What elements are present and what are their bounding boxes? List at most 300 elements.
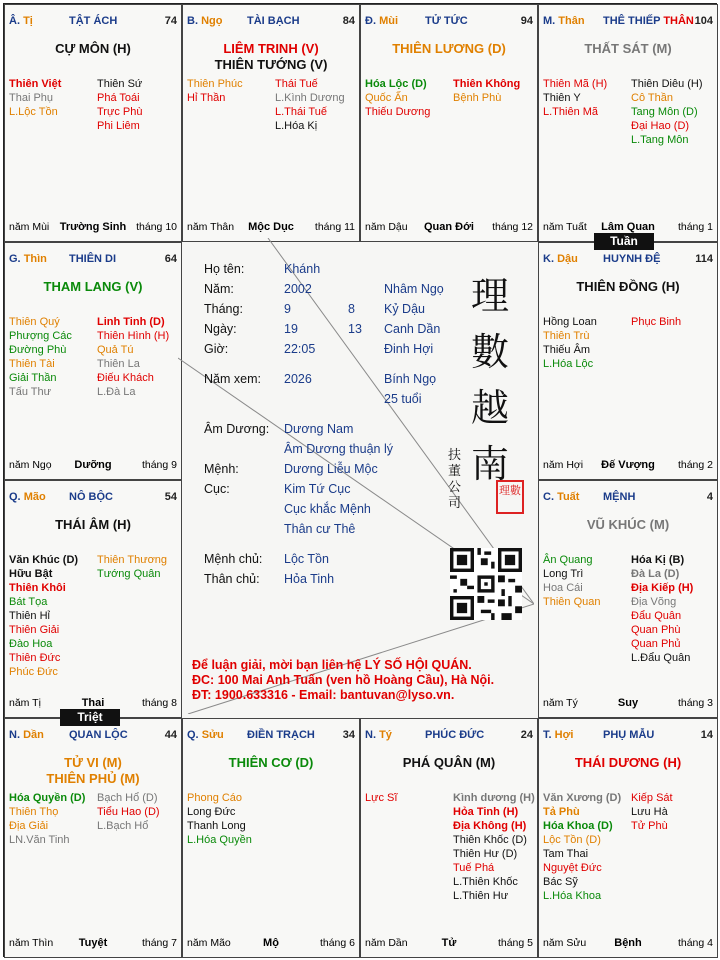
palace-name: NÔ BỘC [69, 491, 113, 503]
menh-label: Mệnh: [204, 462, 239, 476]
minor-star: Tiểu Hao (D) [97, 806, 160, 818]
minor-stars-right [97, 77, 142, 133]
palace-name: ĐIỀN TRẠCH [247, 729, 315, 741]
palace-footer [365, 221, 533, 235]
calligraphy-title [468, 268, 512, 492]
palace-number: 94 [520, 15, 533, 27]
minor-stars-left [9, 77, 61, 119]
minor-star: Long Đức [187, 806, 236, 818]
palace-footer [543, 697, 713, 711]
minor-star: Địa Võng [631, 596, 677, 608]
minor-star: Bệnh Phù [453, 92, 502, 104]
footer-month: tháng 6 [319, 937, 355, 949]
amduong-note: Âm Dương thuận lý [284, 442, 393, 456]
minor-star: Thiên Hỉ [9, 610, 50, 622]
triet-marker: Triệt [60, 709, 120, 726]
minor-stars-left [187, 791, 252, 847]
minor-star: Trực Phù [97, 106, 143, 118]
minor-star: Quả Tú [97, 344, 134, 356]
minor-stars-left [9, 791, 85, 847]
minor-star: Bạch Hổ (D) [97, 792, 158, 804]
minor-star: Hóa Khoa (D) [543, 820, 613, 832]
footer-month: tháng 5 [497, 937, 533, 949]
palace-name: MỆNH [603, 491, 636, 503]
minor-star: L.Kình Dương [275, 92, 345, 104]
main-star: THẤT SÁT (M) [584, 41, 672, 56]
palace-name: HUYNH ĐỆ [603, 253, 661, 265]
main-star: THIÊN LƯƠNG (D) [392, 41, 506, 56]
footer-month: tháng 4 [677, 937, 713, 949]
minor-star: Thiên Y [543, 92, 581, 104]
palace-header [543, 491, 713, 505]
minor-star: Đường Phù [9, 344, 67, 356]
year-value: 2002 [284, 282, 312, 296]
palace-number: 4 [706, 491, 713, 503]
hour-value: 22:05 [284, 342, 316, 356]
minor-star: Cô Thần [631, 92, 673, 104]
minor-star: Quốc Ấn [365, 92, 408, 104]
main-stars [5, 755, 181, 787]
minor-star: Lộc Tồn (D) [543, 834, 601, 846]
main-star: CỰ MÔN (H) [55, 41, 131, 56]
minor-stars-right [97, 791, 160, 833]
minor-star: Địa Giải [9, 820, 49, 832]
footer-phase: Bệnh [614, 937, 642, 949]
month-lunar: 8 [348, 302, 355, 316]
minor-star: L.Thiên Hư [453, 890, 509, 902]
footer-phase: Tử [441, 937, 457, 949]
palace-header [187, 729, 355, 743]
palace-cell-suu [182, 718, 360, 958]
minor-stars-left [187, 77, 243, 105]
footer-year: năm Sửu [543, 937, 587, 949]
footer-year: năm Tuất [543, 221, 587, 233]
minor-star: Thiên Sứ [97, 78, 143, 90]
minor-star: Văn Khúc (D) [9, 554, 79, 566]
palace-name: PHÚC ĐỨC [425, 729, 485, 741]
footer-year: năm Dậu [365, 221, 408, 233]
main-star: TỬ VI (M) [64, 755, 122, 770]
cuc-note: Cục khắc Mệnh [284, 502, 371, 516]
minor-star: Tam Thai [543, 848, 589, 860]
minor-stars-left [365, 77, 430, 119]
calligraphy-char: 數 [470, 330, 509, 374]
branch-label: Đ. Mùi [365, 15, 399, 27]
day-label: Ngày: [204, 322, 237, 336]
minor-star: L.Lộc Tồn [9, 106, 58, 118]
minor-stars-right [453, 791, 535, 903]
footer-phase: Quan Đới [424, 221, 474, 233]
year-label: Năm: [204, 282, 234, 296]
footer-year: năm Thân [187, 221, 235, 233]
minor-star: Đào Hoa [9, 638, 53, 650]
calligraphy-char: 南 [470, 442, 509, 486]
minor-stars-right [97, 315, 169, 399]
minor-star: Thiên Đức [9, 652, 61, 664]
main-star: LIÊM TRINH (V) [223, 41, 319, 56]
thanchu-value: Hỏa Tinh [284, 572, 335, 586]
minor-star: Thiên Quý [9, 316, 60, 328]
palace-name: QUAN LỘC [69, 729, 128, 741]
palace-footer [9, 937, 177, 951]
palace-name: TẬT ÁCH [69, 15, 118, 27]
minor-star: Kình dương (H) [453, 792, 535, 804]
main-stars [183, 41, 359, 73]
minor-star: Ân Quang [543, 554, 593, 566]
palace-number: 74 [164, 15, 177, 27]
view-year-can: Bính Ngọ [384, 372, 437, 386]
minor-star: Linh Tinh (D) [97, 316, 165, 328]
menhchu-value: Lộc Tồn [284, 552, 329, 566]
palace-cell-dau [538, 242, 718, 480]
palace-name: TÀI BẠCH [247, 15, 300, 27]
footer-phase: Lâm Quan [601, 221, 655, 233]
minor-star: Tuế Phá [453, 862, 495, 874]
main-stars [539, 517, 717, 533]
minor-star: Thiên Thương [97, 554, 168, 566]
palace-cell-hoi [538, 718, 718, 958]
minor-star: Thiếu Âm [543, 344, 591, 356]
minor-star: L.Thiên Khốc [453, 876, 518, 888]
minor-stars-left [543, 791, 621, 903]
palace-cell-mui [360, 4, 538, 242]
age-value: 25 tuổi [384, 392, 422, 406]
minor-star: Thiên Diêu (H) [631, 78, 703, 90]
minor-star: Phá Toái [97, 92, 140, 104]
minor-star: Thiên Khôi [9, 582, 66, 594]
main-stars [361, 755, 537, 771]
footer-phase: Suy [617, 697, 639, 709]
footer-phase: Thai [81, 697, 105, 709]
minor-star: Nguyệt Đức [543, 862, 602, 874]
footer-month: tháng 7 [141, 937, 177, 949]
main-stars [361, 41, 537, 57]
amduong-label: Âm Dương: [204, 422, 270, 436]
minor-star: Hóa Lộc (D) [365, 78, 427, 90]
footer-phase: Đế Vượng [601, 459, 655, 471]
than-cu-note: Thân cư Thê [284, 522, 356, 536]
palace-header [9, 491, 177, 505]
minor-star: Thiên La [97, 358, 140, 370]
palace-header [9, 15, 177, 29]
minor-stars-right [453, 77, 520, 105]
minor-star: Đại Hao (D) [631, 120, 690, 132]
branch-label: N. Tý [365, 729, 392, 741]
minor-star: Kiếp Sát [631, 792, 673, 804]
calligraphy-char: 理 [470, 274, 509, 318]
minor-stars-left [543, 77, 607, 119]
branch-label: T. Hợi [543, 729, 574, 741]
minor-star: Văn Xương (D) [543, 792, 622, 804]
minor-star: Thiên Quan [543, 596, 601, 608]
minor-star: Phong Cáo [187, 792, 243, 804]
palace-number: 54 [164, 491, 177, 503]
footer-year: năm Tý [543, 697, 578, 709]
palace-cell-mao [4, 480, 182, 718]
footer-year: năm Thìn [9, 937, 54, 949]
minor-star: Thiên Trù [543, 330, 590, 342]
footer-year: năm Ngọ [9, 459, 52, 471]
palace-footer [543, 459, 713, 473]
contact-line: ĐT: 1900.633316 - Email: bantuvan@lyso.vn. [192, 688, 455, 702]
minor-star: Thanh Long [187, 820, 246, 832]
palace-cell-than [538, 4, 718, 242]
footer-phase: Mộc Dục [248, 221, 294, 233]
minor-star: Thiên Tài [9, 358, 55, 370]
minor-star: Hữu Bật [9, 568, 53, 580]
minor-stars-left [365, 791, 397, 805]
menh-value: Dương Liễu Mộc [284, 462, 378, 476]
view-year-value: 2026 [284, 372, 312, 386]
palace-header [543, 15, 713, 29]
footer-phase: Tuyệt [78, 937, 108, 949]
minor-star: Lưu Hà [631, 806, 668, 818]
red-seal: 理數 [496, 480, 524, 514]
main-star: THIÊN PHỦ (M) [46, 771, 140, 786]
minor-star: L.Hóa Khoa [543, 890, 602, 902]
minor-star: Địa Kiếp (H) [631, 582, 694, 594]
minor-star: Giải Thần [9, 372, 57, 384]
footer-month: tháng 2 [677, 459, 713, 471]
palace-name: THÊ THIẾP THÂN [603, 15, 694, 27]
branch-label: Q. Sửu [187, 729, 224, 741]
minor-stars-right [631, 791, 673, 833]
year-can: Nhâm Ngọ [384, 282, 444, 296]
footer-year: năm Mão [187, 937, 231, 949]
palace-number: 44 [164, 729, 177, 741]
minor-star: Tang Môn (D) [631, 106, 698, 118]
main-star: THIÊN TƯỚNG (V) [214, 57, 328, 72]
palace-cell-dan [4, 718, 182, 958]
palace-header [187, 15, 355, 29]
palace-header [9, 253, 177, 267]
month-solar: 9 [284, 302, 291, 316]
minor-stars-left [543, 315, 597, 371]
minor-star: Phúc Đức [9, 666, 58, 678]
footer-phase: Dưỡng [74, 459, 112, 471]
minor-stars-left [9, 553, 78, 679]
minor-star: Thiên Khốc (D) [453, 834, 527, 846]
palace-footer [9, 459, 177, 473]
minor-star: Quan Phù [631, 624, 681, 636]
month-label: Tháng: [204, 302, 243, 316]
branch-label: Â. Tị [9, 15, 33, 27]
main-stars [539, 755, 717, 771]
palace-cell-ngo [182, 4, 360, 242]
minor-star: L.Đẩu Quân [631, 652, 691, 664]
minor-star: Bát Tọa [9, 596, 48, 608]
footer-phase: Mộ [263, 937, 279, 949]
minor-stars-right [97, 553, 167, 581]
minor-star: Thiên Hình (H) [97, 330, 170, 342]
footer-year: năm Dần [365, 937, 408, 949]
minor-stars-right [631, 77, 703, 147]
day-can: Canh Dần [384, 322, 441, 336]
palace-footer [187, 937, 355, 951]
main-star: THIÊN CƠ (D) [228, 755, 314, 770]
minor-stars-right [631, 315, 681, 329]
day-solar: 19 [284, 322, 298, 336]
palace-footer [365, 937, 533, 951]
calligraphy-small: 扶 董 公 司 [448, 448, 462, 511]
contact-line: ĐC: 100 Mai Anh Tuấn (ven hồ Hoàng Cầu), Hà Nội. [192, 673, 495, 687]
palace-cell-thin [4, 242, 182, 480]
footer-month: tháng 10 [136, 221, 177, 233]
palace-number: 34 [342, 729, 355, 741]
minor-star: Thiên Việt [9, 78, 62, 90]
minor-star: L.Thiên Mã [543, 106, 599, 118]
minor-star: Hóa Quyền (D) [9, 792, 86, 804]
footer-year: năm Tị [9, 697, 41, 709]
palace-header [365, 729, 533, 743]
minor-star: Điếu Khách [97, 372, 154, 384]
palace-header [543, 729, 713, 743]
minor-star: L.Hóa Kị [275, 120, 318, 132]
minor-star: Phượng Các [9, 330, 72, 342]
minor-stars-right [275, 77, 345, 133]
minor-star: Long Trì [543, 568, 584, 580]
minor-star: Tướng Quân [97, 568, 161, 580]
footer-month: tháng 11 [314, 221, 355, 233]
palace-name: THIÊN DI [69, 253, 117, 265]
minor-star: L.Đà La [97, 386, 136, 398]
palace-number: 114 [695, 253, 713, 265]
minor-star: L.Hóa Lộc [543, 358, 594, 370]
minor-star: Thai Phụ [9, 92, 54, 104]
contact-line: Để luận giải, mời bạn liên hệ LÝ SỐ HỘI QUÁN. [192, 658, 472, 672]
main-stars [539, 41, 717, 57]
branch-label: N. Dần [9, 729, 44, 741]
footer-month: tháng 3 [677, 697, 713, 709]
footer-phase: Trường Sinh [59, 221, 127, 233]
hour-label: Giờ: [204, 342, 229, 356]
minor-star: L.Bạch Hổ [97, 820, 149, 832]
minor-star: Hỉ Thần [187, 92, 226, 104]
thanchu-label: Thân chủ: [204, 572, 260, 586]
minor-star: Thiên Phúc [187, 78, 243, 90]
palace-number: 104 [694, 15, 713, 27]
minor-star: Hồng Loan [543, 316, 597, 328]
name-value: Khánh [284, 262, 321, 276]
minor-star: LN.Văn Tinh [9, 834, 70, 846]
palace-header [543, 253, 713, 267]
minor-star: L.Hóa Quyền [187, 834, 252, 846]
palace-number: 24 [520, 729, 533, 741]
minor-star: Thiên Thọ [9, 806, 59, 818]
center-info-panel [178, 238, 534, 714]
main-stars [183, 755, 359, 771]
minor-star: Địa Không (H) [453, 820, 527, 832]
minor-star: L.Tang Môn [631, 134, 689, 146]
minor-star: L.Thái Tuế [275, 106, 327, 118]
minor-star: Hoa Cái [543, 582, 583, 594]
minor-star: Phi Liêm [97, 120, 140, 132]
main-stars [5, 517, 181, 533]
main-stars [5, 41, 181, 57]
minor-star: Phục Binh [631, 316, 682, 328]
branch-label: M. Thân [543, 15, 585, 27]
minor-star: Thái Tuế [275, 78, 318, 90]
footer-year: năm Hợi [543, 459, 584, 471]
footer-month: tháng 12 [492, 221, 533, 233]
main-stars [5, 279, 181, 295]
minor-stars-left [9, 315, 72, 399]
minor-star: Tấu Thư [9, 386, 52, 398]
calligraphy-char: 越 [470, 386, 509, 430]
main-star: THÁI ÂM (H) [55, 517, 131, 532]
main-star: THIÊN ĐỒNG (H) [576, 279, 680, 294]
minor-star: Thiên Mã (H) [543, 78, 608, 90]
palace-footer [9, 221, 177, 235]
minor-star: Tử Phù [631, 820, 668, 832]
branch-label: C. Tuất [543, 491, 580, 503]
minor-star: Lực Sĩ [365, 792, 398, 804]
minor-star: Thiên Không [453, 78, 521, 90]
footer-month: tháng 9 [141, 459, 177, 471]
palace-cell-ty [360, 718, 538, 958]
main-star: THAM LANG (V) [43, 279, 143, 294]
minor-star: Quan Phủ [631, 638, 681, 650]
minor-star: Thiên Hư (D) [453, 848, 518, 860]
minor-star: Tả Phù [543, 806, 580, 818]
palace-footer [543, 937, 713, 951]
branch-label: Q. Mão [9, 491, 46, 503]
day-lunar: 13 [348, 322, 362, 336]
palace-number: 64 [164, 253, 177, 265]
main-stars [539, 279, 717, 295]
main-star: PHÁ QUÂN (M) [402, 755, 496, 770]
minor-star: Thiếu Dương [365, 106, 431, 118]
minor-star: Hỏa Tinh (H) [453, 806, 519, 818]
qr-code-icon [450, 548, 522, 620]
footer-year: năm Mùi [9, 221, 50, 233]
menhchu-label: Mệnh chủ: [204, 552, 263, 566]
minor-star: Thiên Giải [9, 624, 60, 636]
cuc-value: Kim Tứ Cục [284, 482, 351, 496]
palace-header [365, 15, 533, 29]
hour-can: Đinh Hợi [384, 342, 434, 356]
cuc-label: Cục: [204, 482, 230, 496]
palace-header [9, 729, 177, 743]
name-label: Họ tên: [204, 262, 245, 276]
main-star: THÁI DƯƠNG (H) [574, 755, 682, 770]
branch-label: G. Thìn [9, 253, 47, 265]
palace-number: 14 [700, 729, 713, 741]
month-can: Kỷ Dậu [384, 302, 425, 316]
palace-cell-ti [4, 4, 182, 242]
contact-block [192, 658, 532, 703]
view-year-label: Năm xem: [204, 372, 261, 386]
palace-name: PHỤ MẪU [603, 729, 655, 741]
branch-label: K. Dậu [543, 253, 578, 265]
minor-star: Đẩu Quân [631, 610, 682, 622]
palace-cell-tuat [538, 480, 718, 718]
palace-name: TỬ TỨC [425, 15, 468, 27]
palace-footer [187, 221, 355, 235]
minor-star: Bác Sỹ [543, 876, 578, 888]
branch-label: B. Ngọ [187, 15, 223, 27]
minor-stars-right [631, 553, 693, 665]
main-star: VŨ KHÚC (M) [586, 517, 670, 532]
footer-month: tháng 1 [677, 221, 713, 233]
amduong-value: Dương Nam [284, 422, 354, 436]
minor-star: Đà La (D) [631, 568, 680, 580]
palace-number: 84 [342, 15, 355, 27]
tuan-marker: Tuần [594, 233, 654, 250]
minor-stars-left [543, 553, 600, 609]
footer-month: tháng 8 [141, 697, 177, 709]
minor-star: Hóa Kị (B) [631, 554, 685, 566]
